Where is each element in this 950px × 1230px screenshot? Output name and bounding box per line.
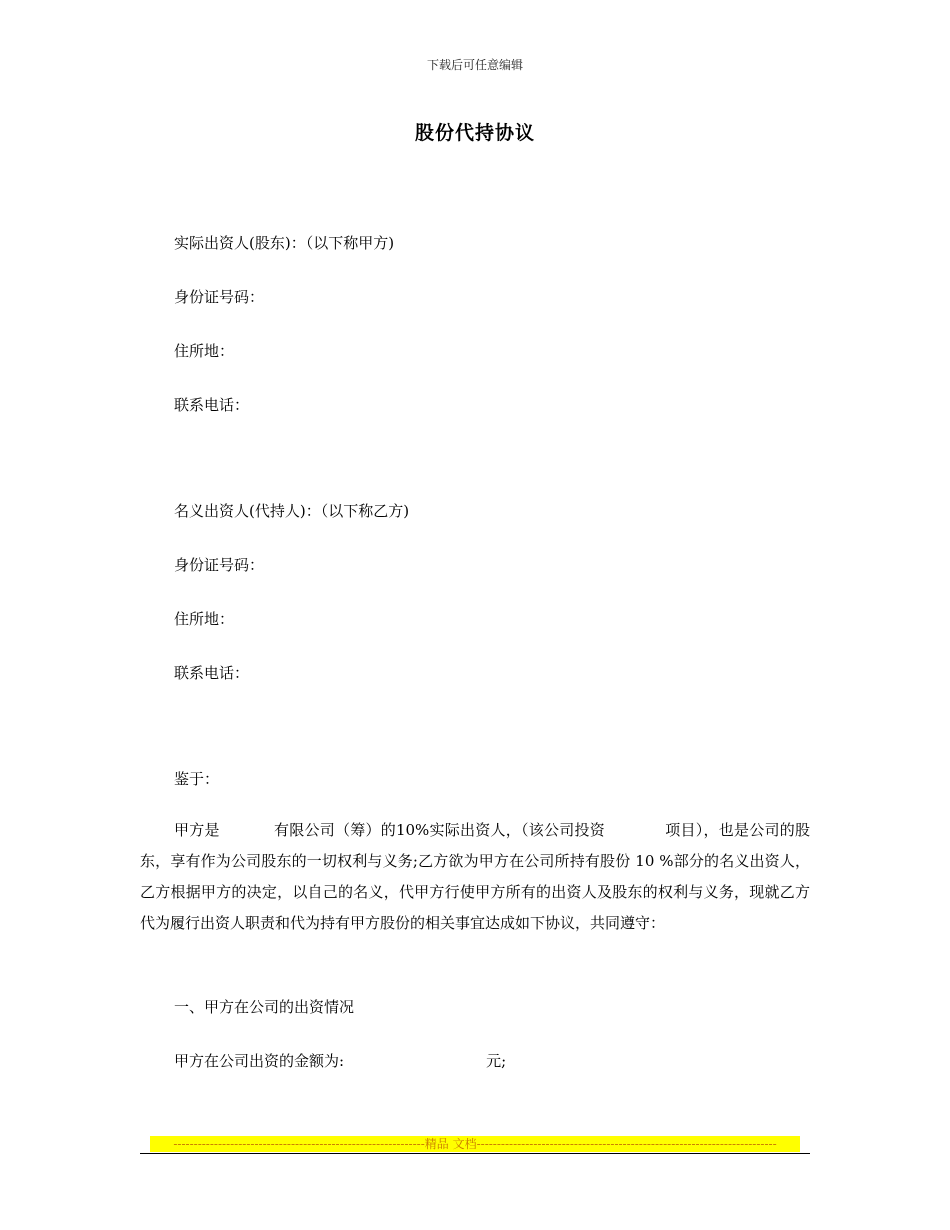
amount-label: 甲方在公司出资的金额为:: [174, 1052, 345, 1070]
footer-banner: [150, 1136, 800, 1152]
party-b-heading: 名义出资人(代持人)：（以下称乙方): [174, 502, 410, 520]
section1-amount-line: [174, 1050, 506, 1071]
party-a-heading: 实际出资人(股东)：（以下称甲方): [174, 234, 395, 252]
party-a-phone-label: 联系电话：: [174, 396, 250, 414]
amount-unit: 元;: [486, 1052, 507, 1070]
footer-label: 精品 文档: [424, 1137, 477, 1151]
header-note: 下载后可任意编辑: [426, 58, 523, 72]
party-b-id-label: 身份证号码：: [174, 556, 265, 574]
whereas-paragraph: [140, 815, 810, 939]
whereas-label: 鉴于：: [174, 770, 220, 788]
footer-dashes-left: --------------------------------------------------------------: [173, 1137, 425, 1151]
footer-rule: [140, 1153, 810, 1154]
whereas-text-part2: 有限公司（筹）的10%实际出资人，（该公司投资: [273, 821, 606, 839]
section1-heading: 一、甲方在公司的出资情况: [174, 998, 355, 1016]
whereas-text-part1: 甲方是: [174, 821, 220, 839]
party-b-address-label: 住所地：: [174, 610, 235, 628]
whereas-text-part3: 项目），也是公司的股东，享有作为公司股东的一切权利与义务;乙方欲为甲方在公司所持有股份 10 %部分的名义出资人，乙方根据甲方的决定，以自己的名义，代甲方行使甲方所有的出资人及股东的权利与义务，现就乙方代为履行出资人职责和代为持有甲方股份的相关事宜达成如下协议，共同遵守：: [140, 821, 810, 932]
party-a-id-label: 身份证号码：: [174, 288, 265, 306]
footer-dashes-right: --------------------------------------------------------------------------: [476, 1137, 777, 1151]
document-title: 股份代持协议: [414, 122, 535, 144]
party-a-address-label: 住所地：: [174, 342, 235, 360]
party-b-phone-label: 联系电话：: [174, 664, 250, 682]
